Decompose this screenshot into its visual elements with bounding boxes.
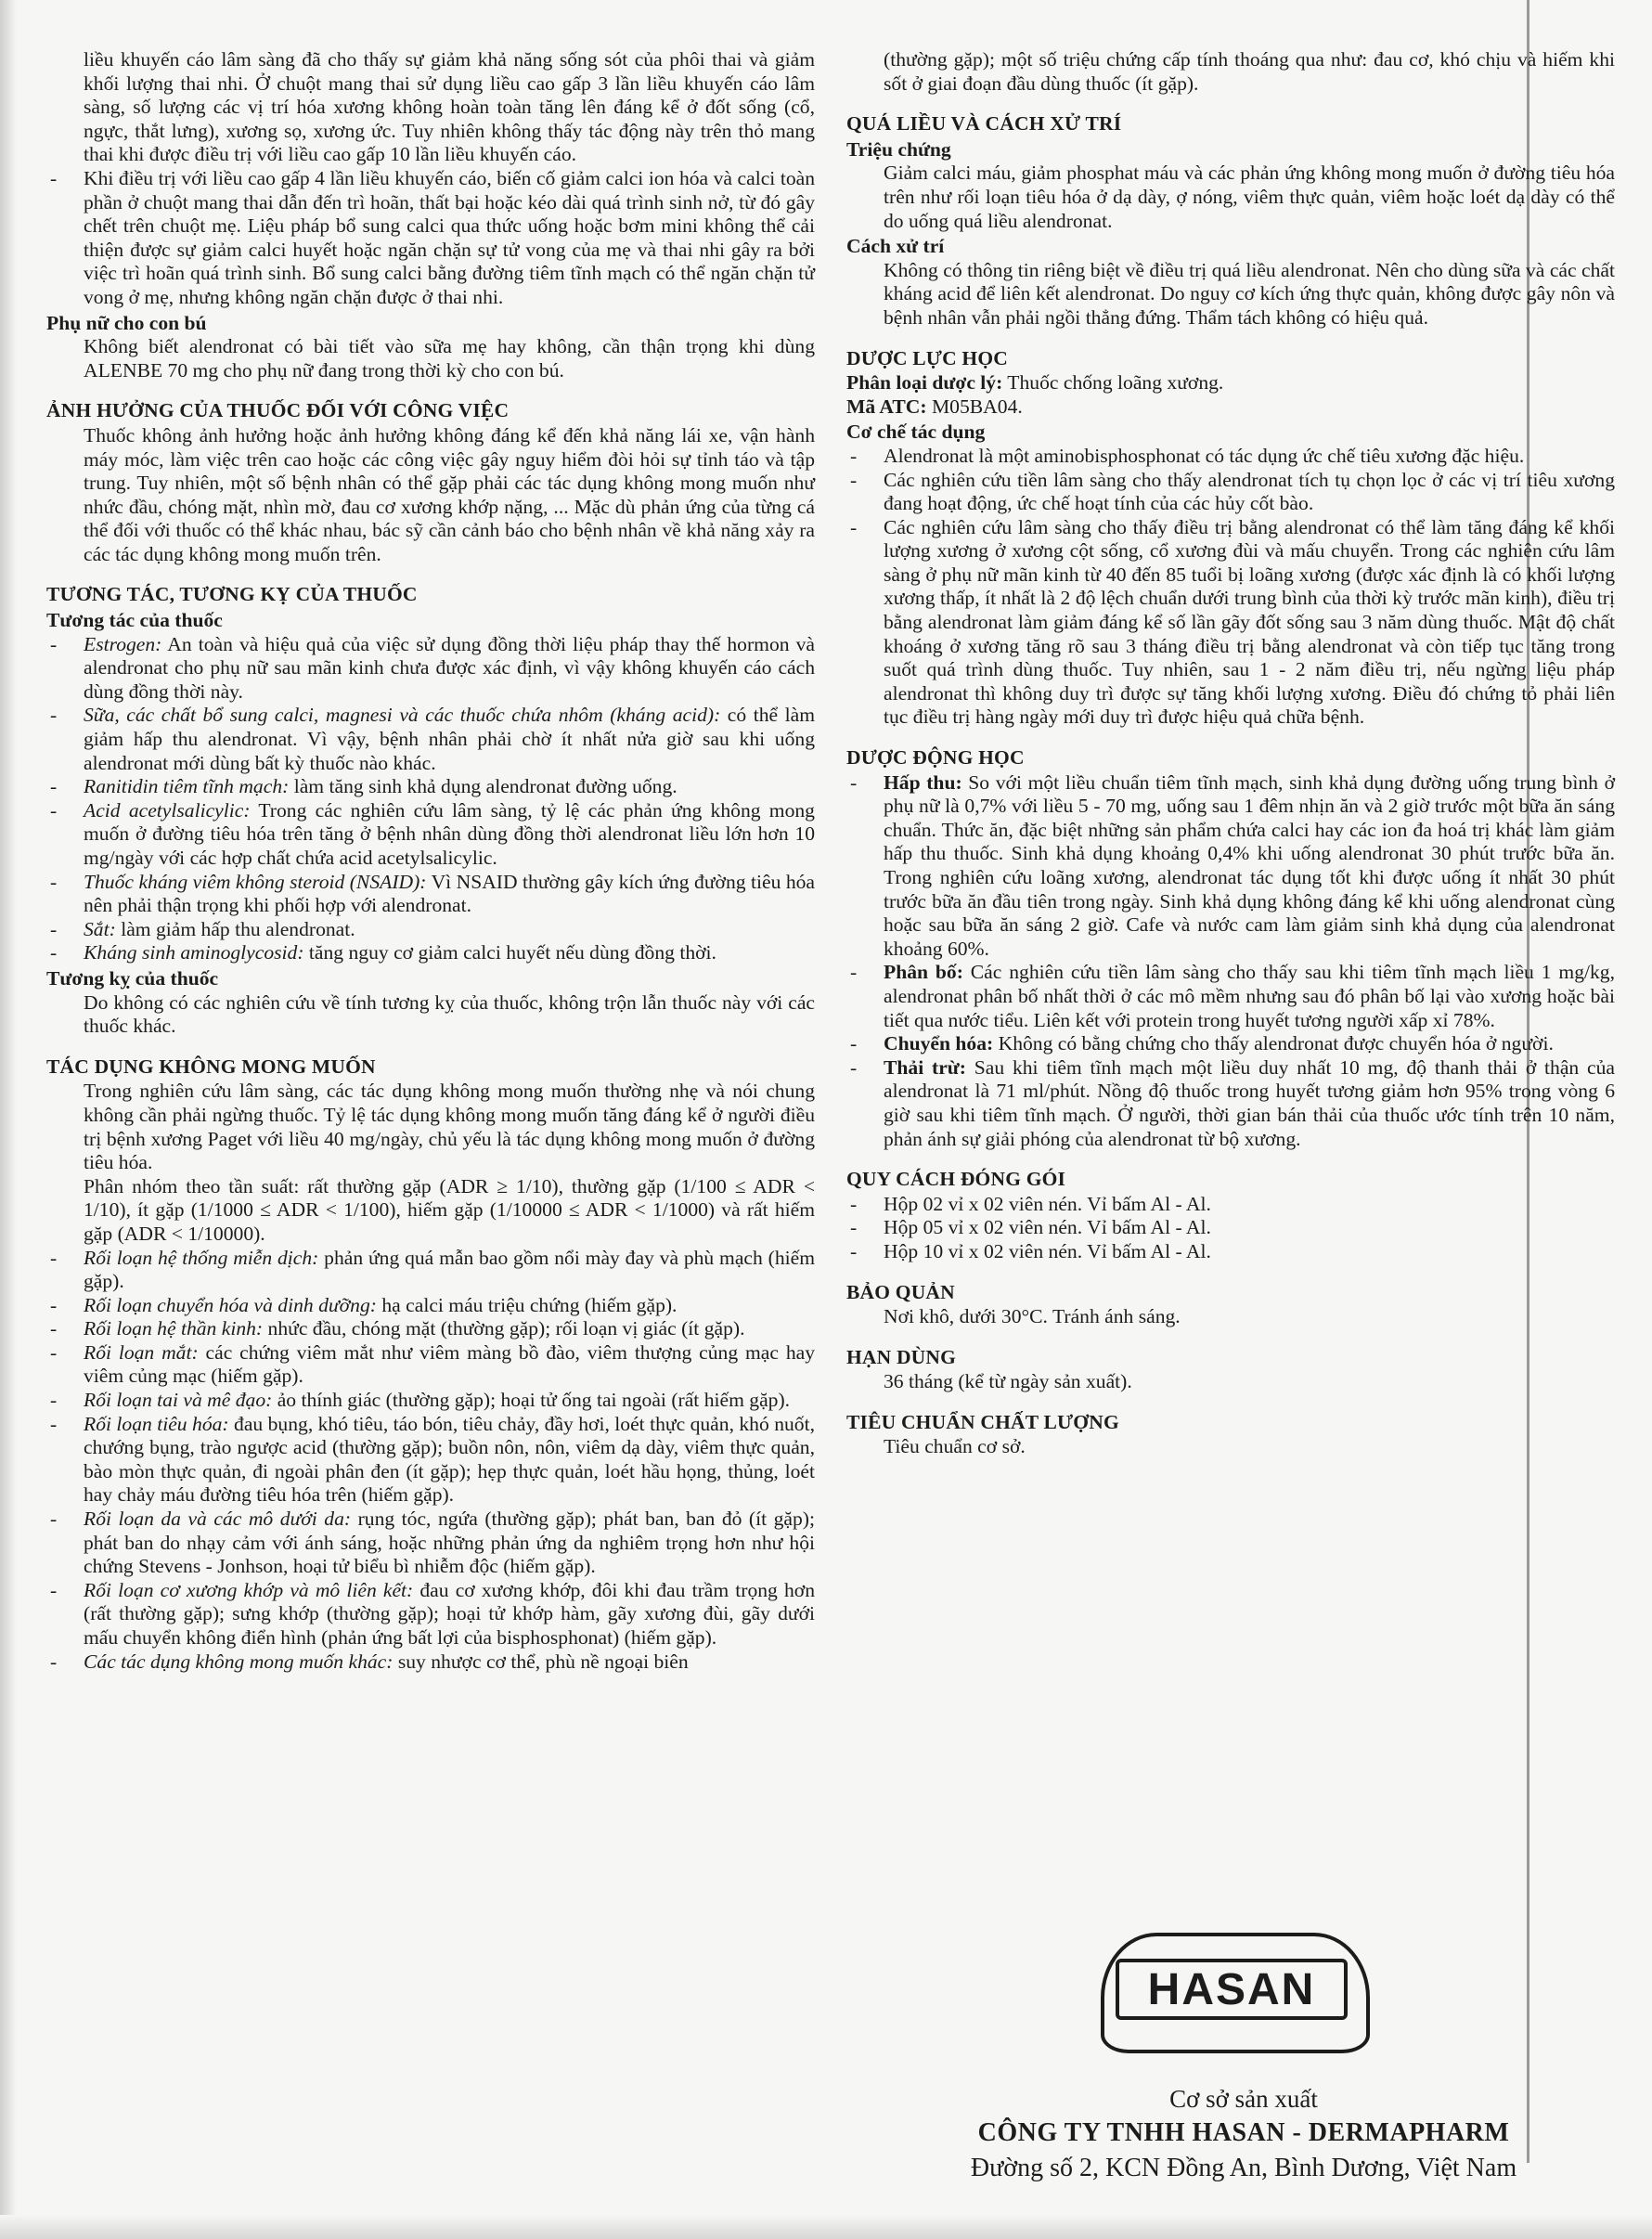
bullet-item: - Hộp 02 vỉ x 02 viên nén. Vỉ bấm Al - Al. (846, 1193, 1615, 1217)
term: Rối loạn chuyển hóa và dinh dưỡng: (84, 1293, 377, 1316)
manufacturer-label: Cơ sở sản xuất (1169, 2085, 1318, 2113)
bullet-item (46, 941, 815, 965)
term: Ranitidin tiêm tĩnh mạch: (84, 775, 290, 798)
paragraph: Trong nghiên cứu lâm sàng, các tác dụng không mong muốn thường nhẹ và nói chung không cần phải ngừng thuốc. Tỷ lệ tác dụng không mong muốn tăng đáng kể ở người điều trị bệnh xương Paget với liều 40 mg/ngày, chủ yếu là tác dụng không mong muốn ở đường tiêu hóa. (84, 1080, 815, 1174)
text: làm giảm hấp thu alendronat. (115, 917, 355, 940)
text: So với một liều chuẩn tiêm tĩnh mạch, sinh khả dụng đường uống trung bình ở phụ nữ là 0,7% với liều 5 - 70 mg, uống sau 1 đêm nhịn ăn và 2 giờ trước một bữa ăn sáng chuẩn. Thức ăn, đặc biệt những sản phẩm chứa calci hay các ion đa hoá trị khác làm giảm hấp thu thuốc. Sinh khả dụng khoảng 0,4% khi uống alendronat 30 phút trước bữa ăn. Trong nghiên cứu loãng xương, alendronat tác dụng tốt khi được uống ít nhất 30 phút trước bữa ăn đầu tiên trong ngày. Sinh khả dụng không đáng kể khi uống alendronat cùng hoặc sau bữa ăn sáng 2 giờ. Cafe và nước cam làm giảm sinh khả dụng của alendronat khoảng 60%. (884, 770, 1616, 960)
subheading-symptoms: Triệu chứng (846, 137, 951, 161)
bullet-item (46, 1579, 815, 1650)
bullet-item (46, 1247, 815, 1294)
text: phản ứng quá mẫn bao gồm nổi mày đay và phù mạch (hiếm gặp). (84, 1246, 815, 1293)
text: tăng nguy cơ giảm calci huyết nếu dùng đồng thời. (303, 941, 716, 964)
scan-bottom-shadow (0, 2215, 1652, 2239)
bullet-item: - Hộp 05 vỉ x 02 viên nén. Vỉ bấm Al - Al. (846, 1216, 1615, 1240)
text: rụng tóc, ngứa (thường gặp); phát ban, ban đỏ (ít gặp); phát ban do nhạy cảm với ánh sáng, hoặc những phản ứng da nghiêm trọng hơn như hội chứng Stevens - Jonhson, hoại tử biểu bì nhiễm độc (hiếm gặp). (84, 1508, 815, 1578)
text: Sau khi tiêm tĩnh mạch một liều duy nhất 10 mg, độ thanh thải ở thận của alendronat là 71 ml/phút. Nồng độ thuốc trong huyết tương giảm hơn 95% trong vòng 6 giờ sau khi tiêm tĩnh mạch. Ở người, thời gian bán thải của thuốc ước tính trên 10 năm, phản ánh sự giải phóng của alendronat từ bộ xương. (884, 1055, 1615, 1150)
text: Vì NSAID thường gây kích ứng đường tiêu hóa nên phải thận trọng khi phối hợp với alendronat. (84, 870, 816, 917)
term: Thuốc kháng viêm không steroid (NSAID): (84, 870, 427, 893)
bullet-item (846, 1056, 1615, 1151)
term: Rối loạn cơ xương khớp và mô liên kết: (84, 1578, 414, 1601)
bullet-item (46, 704, 815, 775)
heading-adverse-effects: TÁC DỤNG KHÔNG MONG MUỐN (46, 1055, 376, 1078)
bullet-item (846, 1032, 1615, 1056)
bullet-item (46, 871, 815, 918)
value: M05BA04. (926, 395, 1023, 418)
term: Rối loạn hệ thống miễn dịch: (84, 1246, 319, 1269)
bullet-item (46, 799, 815, 871)
bullet-item (46, 1341, 815, 1389)
heading-pharmacodynamics: DƯỢC LỰC HỌC (846, 346, 1008, 369)
term: Phân bố: (884, 961, 963, 984)
text: đau cơ xương khớp, đôi khi đau trầm trọng hơn (rất thường gặp); sưng khớp (thường gặp); hoại tử khớp hàm, gãy xương đùi, gãy dưới mấu chuyển không điển hình (phản ứng bất lợi của bisphosphonat) (hiếm gặp). (84, 1578, 816, 1649)
heading-storage: BẢO QUẢN (846, 1280, 955, 1303)
subheading-incompatibility: Tương kỵ của thuốc (46, 966, 219, 990)
heading-overdose: QUÁ LIỀU VÀ CÁCH XỬ TRÍ (846, 112, 1122, 136)
text: An toàn và hiệu quả của việc sử dụng đồng thời liệu pháp thay thế hormon và alendronat cho phụ nữ sau mãn kinh chưa được xác định, vì vậy không khuyến cáo cách dùng đồng thời này. (84, 632, 815, 703)
subheading-mechanism: Cơ chế tác dụng (846, 421, 986, 444)
heading-interactions: TƯƠNG TÁC, TƯƠNG KỴ CỦA THUỐC (46, 583, 418, 606)
bullet-item: - Các nghiên cứu tiền lâm sàng cho thấy alendronat tích tụ chọn lọc ở các vị trí tiêu xương đang hoạt động, ức chế hoạt tính của các hủy cốt bào. (846, 469, 1615, 516)
paragraph: Phân nhóm theo tần suất: rất thường gặp (ADR ≥ 1/10), thường gặp (1/100 ≤ ADR < 1/10), ít gặp (1/1000 ≤ ADR < 1/100), hiếm gặp (1/10000 ≤ ADR < 1/1000) và rất hiếm gặp (ADR < 1/10000). (84, 1174, 815, 1245)
term: Rối loạn hệ thần kinh: (84, 1317, 264, 1340)
heading-packaging: QUY CÁCH ĐÓNG GÓI (846, 1168, 1066, 1191)
scan-left-shadow (0, 0, 17, 2239)
paragraph: Nơi khô, dưới 30°C. Tránh ánh sáng. (884, 1305, 1181, 1328)
subheading-drug-interactions: Tương tác của thuốc (46, 609, 223, 632)
logo-text: HASAN (1116, 1959, 1348, 2020)
value: Thuốc chống loãng xương. (1002, 371, 1224, 395)
bullet-item: - Các nghiên cứu lâm sàng cho thấy điều trị bằng alendronat có thể làm tăng đáng kể khối lượng xương ở xương cột sống, cổ xương đùi và mấu chuyển. Trong các nghiên cứu lâm sàng ở phụ nữ mãn kinh từ 40 đến 85 tuổi bị loãng xương (được xác định là có khối lượng xương thấp, ít nhất là 2 độ lệch chuẩn dưới trung bình của thời kỳ trước mãn kinh), điều trị bằng alendronat làm giảm đáng kể số lần gãy đốt sống sau 3 năm dùng thuốc. Mật độ chất khoáng ở xương tăng rõ sau 3 tháng điều trị bằng alendronat và còn tiếp tục tăng trong suốt quá trình dùng thuốc. Tuy nhiên, sau 1 - 2 năm điều trị, nếu ngừng liệu pháp alendronat thì không duy trì được sự tăng khối lượng xương. Điều đó chứng tỏ phải liên tục điều trị hàng ngày mới duy trì được hiệu quả chữa bệnh. (846, 516, 1615, 730)
paragraph: Giảm calci máu, giảm phosphat máu và các phản ứng không mong muốn ở đường tiêu hóa trên như rối loạn tiêu hóa ở dạ dày, ợ nóng, viêm thực quản, viêm hoặc loét dạ dày có thể do uống quá liều alendronat. (884, 162, 1615, 232)
paragraph: liều khuyến cáo lâm sàng đã cho thấy sự giảm khả năng sống sót của phôi thai và giảm khối lượng thai nhi. Ở chuột mang thai sử dụng liều cao gấp 3 lần liều khuyến cáo lâm sàng, số lượng các vị trí hóa xương không hoàn toàn tăng lên đáng kể ở đốt sống (cổ, ngực, thắt lưng), xương sọ, xương ức. Tuy nhiên không thấy tác động này trên thỏ mang thai khi được điều trị với liều cao gấp 10 lần liều khuyến cáo. (84, 48, 815, 166)
text: có thể làm giảm hấp thu alendronat. Vì vậy, bệnh nhân phải chờ ít nhất nửa giờ sau khi uống alendronat mới dùng bất kỳ thuốc nào khác. (84, 704, 815, 774)
term: Rối loạn tiêu hóa: (84, 1412, 229, 1435)
bullet-item (46, 918, 815, 942)
bullet-item (46, 1413, 815, 1508)
bullet-item (46, 1317, 815, 1341)
right-column (846, 48, 1615, 1459)
term: Kháng sinh aminoglycosid: (84, 941, 304, 964)
bullet-item (46, 1294, 815, 1318)
term: Rối loạn da và các mô dưới da: (84, 1508, 352, 1531)
term: Sắt: (84, 917, 116, 940)
paragraph: Không biết alendronat có bài tiết vào sữa mẹ hay không, cần thận trọng khi dùng ALENBE 70 mg cho phụ nữ đang trong thời kỳ cho con bú. (84, 335, 815, 382)
left-column (46, 48, 815, 1674)
term: Các tác dụng không mong muốn khác: (84, 1650, 394, 1673)
bullet-item (846, 771, 1615, 962)
label: Phân loại dược lý: (846, 371, 1003, 395)
text: nhức đầu, chóng mặt (thường gặp); rối loạn vị giác (ít gặp). (263, 1317, 745, 1340)
bullet-item (46, 1508, 815, 1579)
bullet-item: - Hộp 10 vỉ x 02 viên nén. Vỉ bấm Al - Al. (846, 1240, 1615, 1264)
bullet-item (846, 961, 1615, 1032)
paragraph: 36 tháng (kể từ ngày sản xuất). (884, 1370, 1132, 1393)
bullet-item (46, 1650, 815, 1675)
paragraph: Không có thông tin riêng biệt về điều trị quá liều alendronat. Nên cho dùng sữa và các chất kháng acid để liên kết alendronat. Do nguy cơ kích ứng thực quản, không được gây nôn và bệnh nhân vẫn phải ngồi thẳng đứng. Thẩm tách không có hiệu quả. (884, 258, 1615, 329)
term: Acid acetylsalicylic: (84, 798, 251, 822)
bullet-item (46, 775, 815, 799)
bullet-item: - Alendronat là một aminobisphosphonat có tác dụng ức chế tiêu xương đặc hiệu. (846, 445, 1615, 469)
paragraph: Thuốc không ảnh hưởng hoặc ảnh hưởng không đáng kể đến khả năng lái xe, vận hành máy móc, làm việc trên cao hoặc các công việc gây nguy hiểm đòi hỏi sự tỉnh táo và tập trung. Tuy nhiên, một số bệnh nhân có thể gặp phải các tác dụng không mong muốn như nhức đầu, chóng mặt, nhìn mờ, đau cơ xương khớp nặng, ... Mặc dù phản ứng của từng cá thể đối với thuốc có thể khác nhau, bác sỹ cần cảnh báo cho bệnh nhân về khả năng xảy ra các tác dụng không mong muốn trên. (84, 423, 815, 565)
pharmacologic-class (846, 371, 1615, 395)
term: Hấp thu: (884, 770, 962, 794)
manufacturer-company: CÔNG TY TNHH HASAN - DERMAPHARM (977, 2118, 1510, 2147)
term: Thải trừ: (884, 1055, 966, 1079)
term: Sữa, các chất bổ sung calci, magnesi và các thuốc chứa nhôm (kháng acid): (84, 704, 721, 727)
bullet-item: - Khi điều trị với liều cao gấp 4 lần liều khuyến cáo, biến cố giảm calci ion hóa và calci toàn phần ở chuột mang thai dẫn đến trì hoãn, thất bại hoặc kéo dài quá trình sinh nở, từ đó gây chết trên chuột mẹ. Liệu pháp bổ sung calci qua thức uống hoặc bơm mini không thể cải thiện được sự giảm calci huyết hoặc ngăn chặn sự tử vong của mẹ và thai nhi gây ra bởi việc trì hoãn quá trình sinh. Bổ sung calci bằng đường tiêm tĩnh mạch có thể ngăn chặn tử vong ở mẹ, nhưng không ngăn chặn được ở thai nhi. (46, 167, 815, 310)
term: Estrogen: (84, 632, 162, 655)
term: Rối loạn mắt: (84, 1340, 199, 1364)
paragraph: Do không có các nghiên cứu về tính tương kỵ của thuốc, không trộn lẫn thuốc này với các thuốc khác. (84, 990, 815, 1038)
manufacturer-address: Đường số 2, KCN Đồng An, Bình Dương, Việt Nam (970, 2154, 1517, 2182)
term: Chuyển hóa: (884, 1032, 994, 1055)
text: làm tăng sinh khả dụng alendronat đường uống. (289, 775, 678, 798)
text: Trong các nghiên cứu lâm sàng, tỷ lệ các phản ứng không mong muốn ở đường tiêu hóa trên tăng ở bệnh nhân dùng đồng thời alendronat liều lớn hơn 10 mg/ngày với các hợp chất chứa acid acetylsalicylic. (84, 798, 815, 869)
text: suy nhược cơ thể, phù nề ngoại biên (393, 1650, 689, 1673)
bullet-item (46, 633, 815, 705)
heading-work-effects: ẢNH HƯỞNG CỦA THUỐC ĐỐI VỚI CÔNG VIỆC (46, 399, 510, 422)
term: Rối loạn tai và mê đạo: (84, 1389, 273, 1412)
heading-quality-standard: TIÊU CHUẨN CHẤT LƯỢNG (846, 1410, 1119, 1433)
subheading-treatment: Cách xử trí (846, 235, 945, 258)
bullet-item (46, 1389, 815, 1413)
label: Mã ATC: (846, 395, 927, 418)
text: Các nghiên cứu tiền lâm sàng cho thấy sau khi tiêm tĩnh mạch liều 1 mg/kg, alendronat phân bố nhất thời ở các mô mềm nhưng sau đó phân bố lại vào xương hoặc bài tiết qua nước tiểu. Liên kết với protein trong huyết tương người xấp xỉ 78%. (884, 961, 1615, 1031)
heading-pharmacokinetics: DƯỢC ĐỘNG HỌC (846, 746, 1025, 770)
text: ảo thính giác (thường gặp); hoại tử ống tai ngoài (rất hiếm gặp). (272, 1389, 791, 1412)
text: các chứng viêm mắt như viêm màng bồ đào, viêm thượng củng mạc hay viêm củng mạc (hiếm gặp). (84, 1340, 815, 1388)
hasan-logo (1101, 1933, 1370, 2053)
paragraph: (thường gặp); một số triệu chứng cấp tính thoáng qua như: đau cơ, khó chịu và hiếm khi sốt ở giai đoạn đầu dùng thuốc (ít gặp). (884, 48, 1615, 95)
text: Không có bằng chứng cho thấy alendronat được chuyển hóa ở người. (993, 1032, 1554, 1055)
paragraph: Tiêu chuẩn cơ sở. (884, 1435, 1026, 1458)
text: đau bụng, khó tiêu, táo bón, tiêu chảy, đầy hơi, loét thực quản, khó nuốt, chướng bụng, trào ngược acid (thường gặp); buồn nôn, nôn, viêm dạ dày, viêm thực quản, bào mòn thực quản, đi ngoài phân đen (ít gặp); hẹp thực quản, loét hầu họng, thủng, loét hay chảy máu đường tiêu hóa trên (hiếm gặp). (84, 1412, 815, 1507)
subheading-breastfeeding: Phụ nữ cho con bú (46, 311, 207, 334)
heading-shelf-life: HẠN DÙNG (846, 1345, 957, 1368)
atc-code (846, 395, 1615, 420)
text: hạ calci máu triệu chứng (hiếm gặp). (376, 1293, 678, 1316)
